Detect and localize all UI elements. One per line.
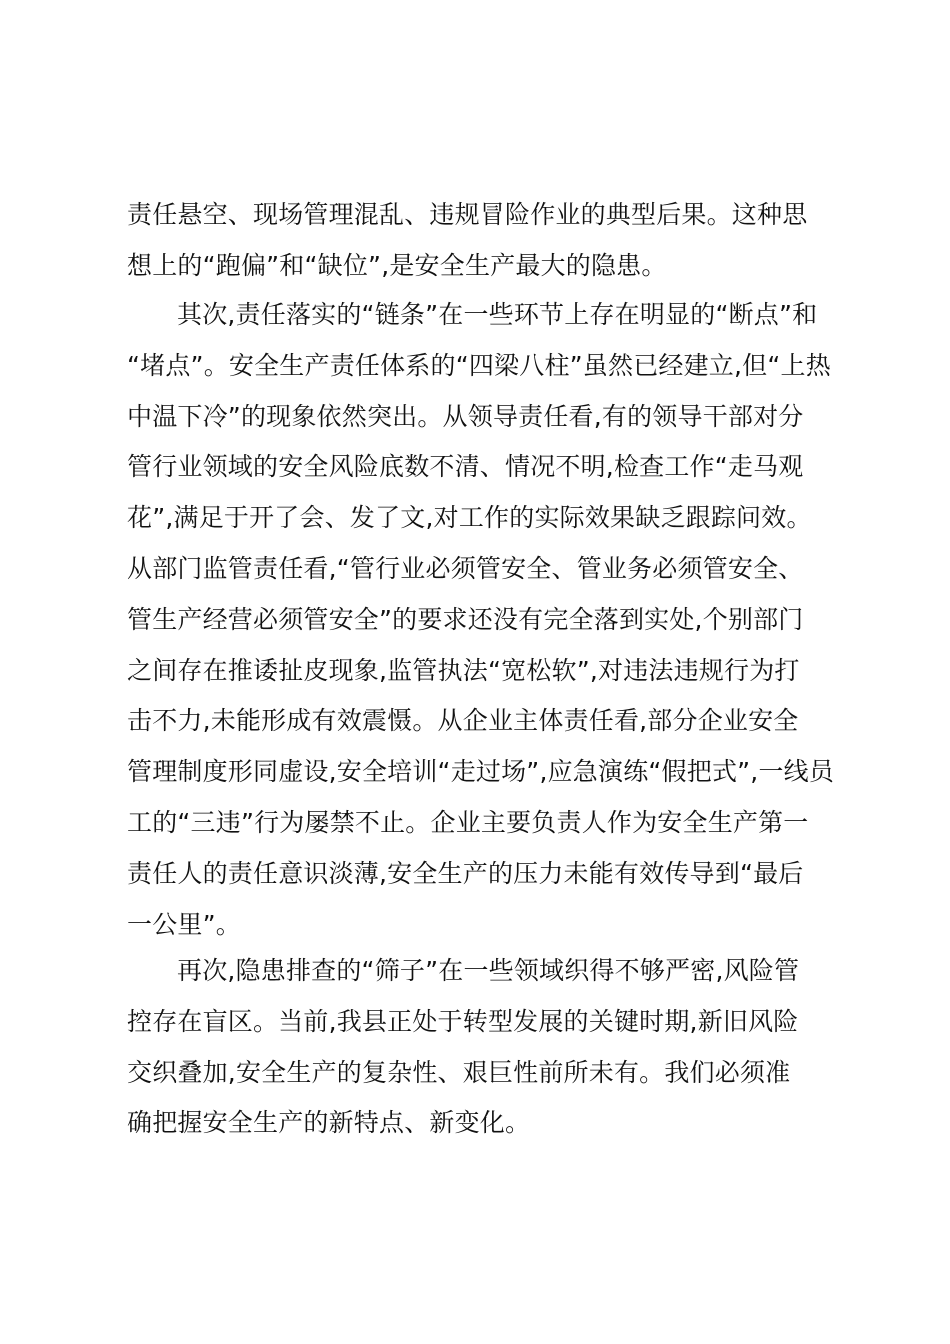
text-line: 管理制度形同虚设,安全培训“走过场”,应急演练“假把式”,一线员: [127, 757, 835, 787]
text-line: 击不力,未能形成有效震慑。从企业主体责任看,部分企业安全: [127, 706, 799, 736]
text-line: 工的“三违”行为屡禁不止。企业主要负责人作为安全生产第一: [127, 807, 809, 837]
text-line: 确把握安全生产的新特点、新变化。: [127, 1108, 531, 1138]
text-line: 一公里”。: [127, 909, 241, 939]
paragraph-1: [127, 190, 827, 292]
text-line: 之间存在推诿扯皮现象,监管执法“宽松软”,对违法违规行为打: [127, 655, 800, 685]
text-line: 再次,隐患排查的“筛子”在一些领域织得不够严密,风险管: [177, 956, 800, 985]
text-line: 管行业领域的安全风险底数不清、情况不明,检查工作“走马观: [127, 452, 804, 482]
text-line: “堵点”。安全生产责任体系的“四梁八柱”虽然已经建立,但“上热: [127, 350, 831, 380]
text-line: 从部门监管责任看,“管行业必须管安全、管业务必须管安全、: [127, 553, 804, 583]
text-line: 控存在盲区。当前,我县正处于转型发展的关键时期,新旧风险: [127, 1006, 799, 1036]
text-line: 其次,责任落实的“链条”在一些环节上存在明显的“断点”和: [177, 300, 818, 329]
paragraph-3: [127, 946, 827, 1149]
text-line: 责任悬空、现场管理混乱、违规冒险作业的典型后果。这种思: [127, 200, 808, 229]
text-line: 中温下冷”的现象依然突出。从领导责任看,有的领导干部对分: [127, 401, 804, 431]
text-line: 花”,满足于开了会、发了文,对工作的实际效果缺乏跟踪问效。: [127, 503, 812, 533]
text-line: 想上的“跑偏”和“缺位”,是安全生产最大的隐患。: [127, 250, 667, 280]
text-line: 管生产经营必须管安全”的要求还没有完全落到实处,个别部门: [127, 604, 804, 634]
text-line: 责任人的责任意识淡薄,安全生产的压力未能有效传导到“最后: [127, 858, 804, 888]
text-line: 交织叠加,安全生产的复杂性、艰巨性前所未有。我们必须准: [127, 1057, 791, 1087]
paragraph-2: [127, 290, 835, 950]
